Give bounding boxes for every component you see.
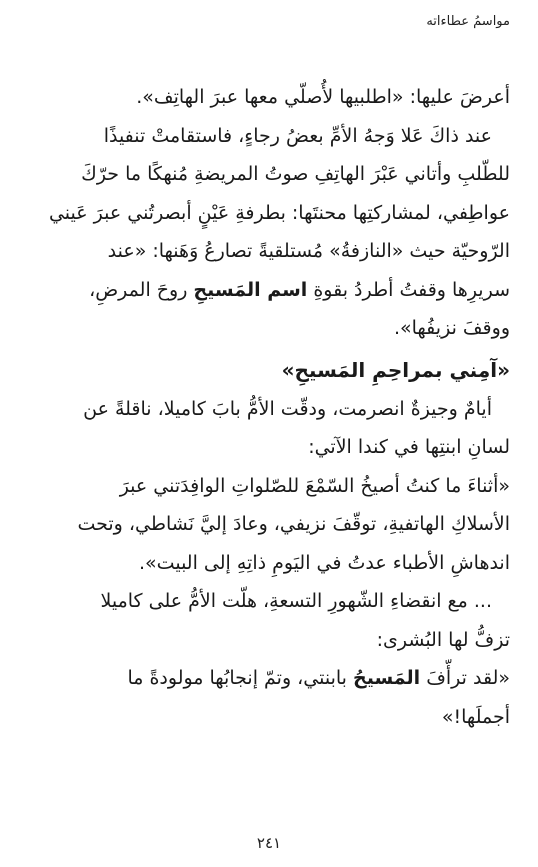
bold-phrase: اسم المَسيحِ — [193, 278, 308, 301]
bold-phrase: المَسيحُ — [353, 667, 421, 689]
body-line: عند ذاكَ عَلا وَجهُ الأمِّ بعضُ رجاءٍ، فاستقامتْ تنفيذًا — [103, 124, 492, 147]
body-line: تزفُّ لها البُشرى: — [376, 628, 510, 651]
page-body — [26, 78, 510, 736]
section-heading: «آمِني بمراحِمِ المَسيحِ» — [281, 357, 510, 382]
body-line: لسانِ ابنتِها في كندا الآتي: — [308, 436, 510, 458]
page-number: ٢٤١ — [256, 834, 282, 852]
text-after-bold: بابنتي، وتمّ إنجابُها مولودةً ما — [127, 667, 353, 689]
text-before-bold: «لقد ترأّفَ — [420, 667, 510, 689]
body-line: أجملَها!» — [441, 705, 510, 728]
body-line: الرّوحيّة حيث «النازفةُ» مُستلقيةً تصارعُ وَهَنها: «عند — [107, 240, 510, 262]
text-after-bold: روحَ المرضِ، — [89, 278, 194, 301]
body-line: الأسلاكِ الهاتفيةِ، توقّفَ نزيفي، وعادَ إليَّ نَشاطي، وتحت — [77, 513, 510, 535]
body-line: ووقفَ نزيفُها». — [393, 317, 510, 339]
body-line-with-bold — [26, 659, 510, 698]
body-line-with-bold — [26, 271, 510, 310]
body-line: للطّلبِ وأتاني عَبْرَ الهاتِفِ صوتُ المريضةِ مُنهكًا ما حرّكَ — [81, 163, 510, 185]
running-header: مواسمُ عطاءاته — [426, 14, 510, 29]
body-line: ... مع انقضاءِ الشّهورِ التسعةِ، هلّت الأمُّ على كاميلا — [100, 590, 492, 612]
body-line: أيامٌ وجيزةٌ انصرمت، ودقّت الأمُّ بابَ كاميلا، ناقلةً عن — [83, 397, 492, 420]
body-line: عواطِفي، لمشاركتِها محنتَها: بطرفةِ عَيْنٍ أبصرتُني عبرَ عَيني — [48, 201, 510, 224]
body-line: أعرضَ عليها: «اطلبيها لأُصلّي معها عبرَ الهاتِف». — [136, 86, 510, 108]
body-line: اندهاشِ الأطباء عدتُ في اليَومِ ذاتِهِ إلى البيت». — [139, 551, 510, 574]
body-line: «أثناءَ ما كنتُ أصيخُ السّمْعَ للصّلواتِ الوافِدَتني عبرَ — [119, 474, 510, 497]
text-before-bold: سريرِها وقفتُ أطردُ بقوةِ — [307, 278, 510, 301]
